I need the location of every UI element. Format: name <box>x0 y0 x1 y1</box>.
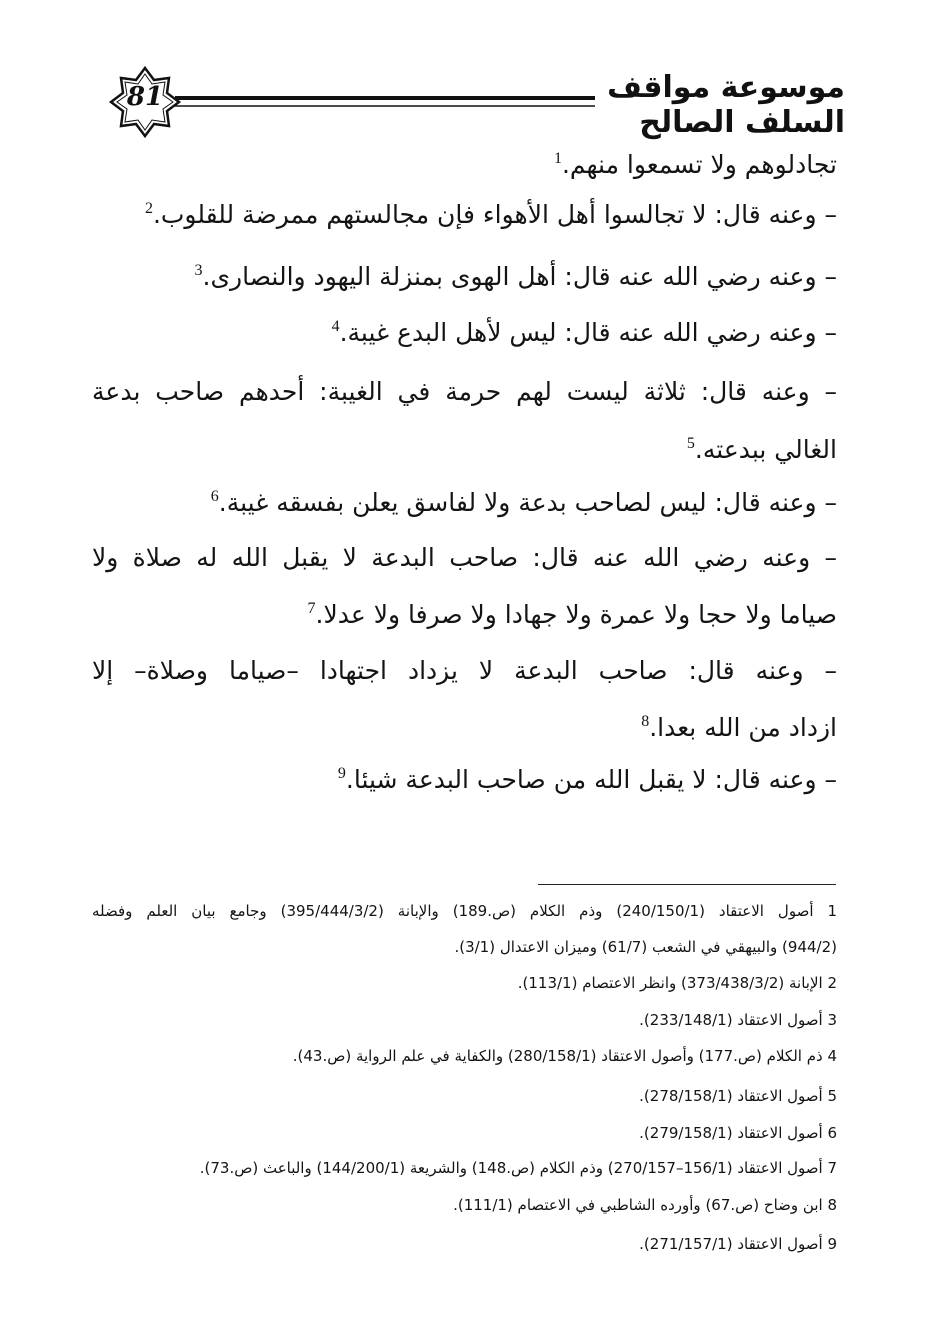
footnote-1-continued: (944/2) والبيهقي في الشعب (61/7) وميزان الاعتدال (3/1). <box>454 938 837 956</box>
footnote-ref: 9 <box>337 765 346 782</box>
body-line-3 <box>92 262 837 291</box>
footnote-ref: 6 <box>210 488 219 505</box>
footnote-ref: 5 <box>686 435 695 452</box>
footnote-5: 5 أصول الاعتقاد (278/158/1). <box>639 1087 837 1105</box>
body-line-text: – وعنه قال: ثلاثة ليست لهم حرمة في الغيبة: أحدهم صاحب بدعة <box>92 377 837 406</box>
footnote-ref: 2 <box>144 200 153 217</box>
body-line-5 <box>92 377 837 406</box>
body-line-10 <box>92 656 837 685</box>
footnote-1: 1 أصول الاعتقاد (240/150/1) وذم الكلام (ص.189) والإبانة (395/444/3/2) وجامع بيان العلم وفضله <box>92 902 837 920</box>
body-line-text: – وعنه قال: ليس لصاحب بدعة ولا لفاسق يعلن بفسقه غيبة. <box>218 488 837 517</box>
body-line-12 <box>92 765 837 794</box>
body-line-text: – وعنه قال: لا يقبل الله من صاحب البدعة شيئا. <box>345 765 837 794</box>
body-line-text: تجادلوهم ولا تسمعوا منهم. <box>561 150 837 179</box>
body-line-1 <box>92 150 837 179</box>
running-title: موسوعة مواقف السلف الصالح <box>607 70 845 140</box>
body-line-text: – وعنه رضي الله عنه قال: أهل الهوى بمنزلة اليهود والنصارى. <box>202 262 837 291</box>
body-line-6 <box>92 435 837 464</box>
body-line-text: – وعنه رضي الله عنه قال: صاحب البدعة لا يقبل الله له صلاة ولا <box>92 543 837 572</box>
body-line-8 <box>92 543 837 572</box>
footnote-ref: 8 <box>641 713 650 730</box>
body-line-text: ازداد من الله بعدا. <box>649 713 837 742</box>
body-line-7 <box>92 488 837 517</box>
footnote-3: 3 أصول الاعتقاد (233/148/1). <box>639 1011 837 1029</box>
body-line-text: – وعنه رضي الله عنه قال: ليس لأهل البدع غيبة. <box>339 318 837 347</box>
footnote-9: 9 أصول الاعتقاد (271/157/1). <box>639 1235 837 1253</box>
page-header <box>100 62 845 142</box>
footnote-ref: 7 <box>307 600 316 617</box>
footnote-ref: 3 <box>194 262 203 279</box>
footnote-2: 2 الإبانة (373/438/3/2) وانظر الاعتصام (113/1). <box>517 974 837 992</box>
body-line-4 <box>92 318 837 347</box>
footnote-ref: 1 <box>553 150 562 167</box>
body-line-9 <box>92 600 837 629</box>
body-line-text: صياما ولا حجا ولا عمرة ولا جهادا ولا صرفا ولا عدلا. <box>315 600 837 629</box>
page-number: 81 <box>126 82 164 112</box>
footnote-ref: 4 <box>331 318 340 335</box>
footnote-8: 8 ابن وضاح (ص.67) وأورده الشاطبي في الاعتصام (111/1). <box>453 1196 837 1214</box>
body-line-text: الغالي ببدعته. <box>694 435 837 464</box>
body-line-text: – وعنه قال: صاحب البدعة لا يزداد اجتهادا –صياما وصلاة– إلا <box>92 656 837 685</box>
footnote-6: 6 أصول الاعتقاد (279/158/1). <box>639 1124 837 1142</box>
footnote-7: 7 أصول الاعتقاد (156/1–270/157) وذم الكلام (ص.148) والشريعة (144/200/1) والباعث (ص.73). <box>199 1159 837 1177</box>
body-line-2 <box>92 200 837 229</box>
footnote-4: 4 ذم الكلام (ص.177) وأصول الاعتقاد (280/158/1) والكفاية في علم الرواية (ص.43). <box>292 1047 837 1065</box>
body-line-11 <box>92 713 837 742</box>
footnote-separator <box>538 884 836 885</box>
body-line-text: – وعنه قال: لا تجالسوا أهل الأهواء فإن مجالستهم ممرضة للقلوب. <box>152 200 837 229</box>
